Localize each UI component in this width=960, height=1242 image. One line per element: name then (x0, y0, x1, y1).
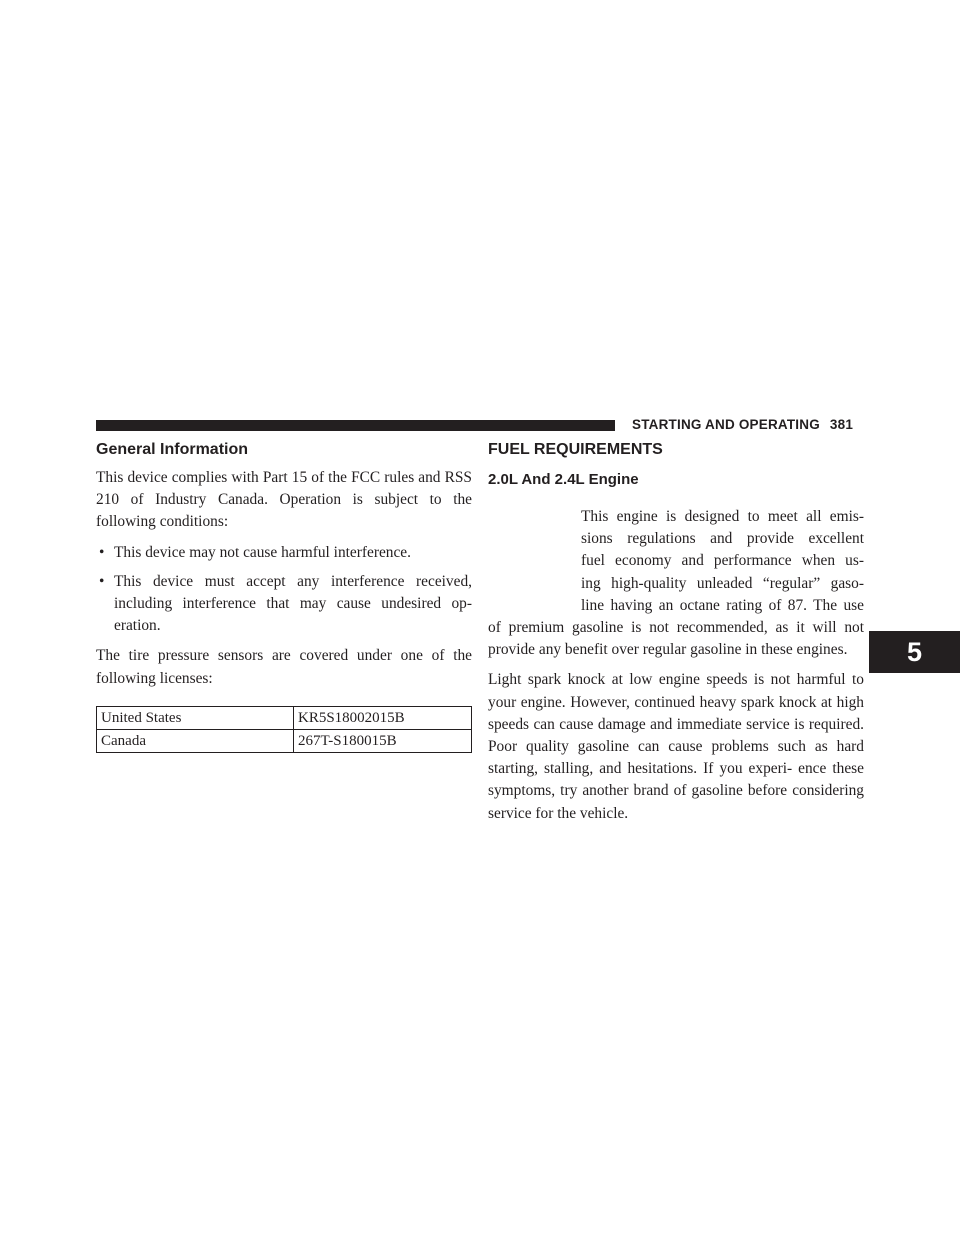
list-item-text: This device may not cause harmful interference. (114, 543, 411, 561)
text-continuation: of premium gasoline is not recommended, as it will not provide any benefit over regular gasoline in these engines. (488, 619, 864, 659)
fuel-paragraph-2: Light spark knock at low engine speeds is not harmful to your engine. However, continued heavy spark knock at high speeds can cause damage and immediate service is required. Poor quality gasoline can cause problems such as hard starting, stalling, and hesitations. If you experi- ence these symptoms, try another brand of gasoline before considering service for the vehicle. (488, 671, 864, 822)
table-row (97, 729, 472, 752)
licenses-table (96, 706, 472, 753)
licenses-intro-paragraph: The tire pressure sensors are covered under one of the following licenses: (96, 647, 472, 687)
conditions-list (96, 542, 472, 638)
text-line: line having an octane rating of 87. The use (581, 596, 864, 614)
bullet-icon: • (99, 543, 105, 561)
license-id: KR5S18002015B (294, 706, 472, 729)
fcc-intro-paragraph: This device complies with Part 15 of the FCC rules and RSS 210 of Industry Canada. Operation is subject to the following conditions: (96, 469, 472, 531)
engine-subheading: 2.0L And 2.4L Engine (488, 471, 639, 488)
license-region: Canada (97, 729, 294, 752)
text-line: sions regulations and provide excellent (581, 530, 864, 548)
text-line: This engine is designed to meet all emis- (581, 508, 864, 525)
text-line: fuel economy and performance when us- (581, 552, 864, 570)
right-column (488, 436, 864, 825)
bullet-icon: • (99, 572, 105, 590)
left-column (96, 436, 472, 753)
chapter-tab: 5 (869, 631, 960, 673)
page-number: 381 (829, 417, 854, 432)
running-header (632, 417, 853, 432)
license-id: 267T-S180015B (294, 729, 472, 752)
list-item (96, 542, 472, 564)
table-row (97, 706, 472, 729)
section-title: STARTING AND OPERATING (632, 417, 820, 432)
license-region: United States (97, 706, 294, 729)
list-item (96, 571, 472, 638)
general-information-heading: General Information (96, 441, 249, 458)
text-line: ing high-quality unleaded “regular” gaso- (581, 574, 864, 592)
fuel-paragraph-1 (488, 506, 864, 661)
fuel-requirements-heading: FUEL REQUIREMENTS (488, 441, 663, 458)
list-item-text: This device must accept any interference received, including interference that may cause undesired op- eration. (114, 572, 472, 635)
header-rule (96, 420, 615, 431)
